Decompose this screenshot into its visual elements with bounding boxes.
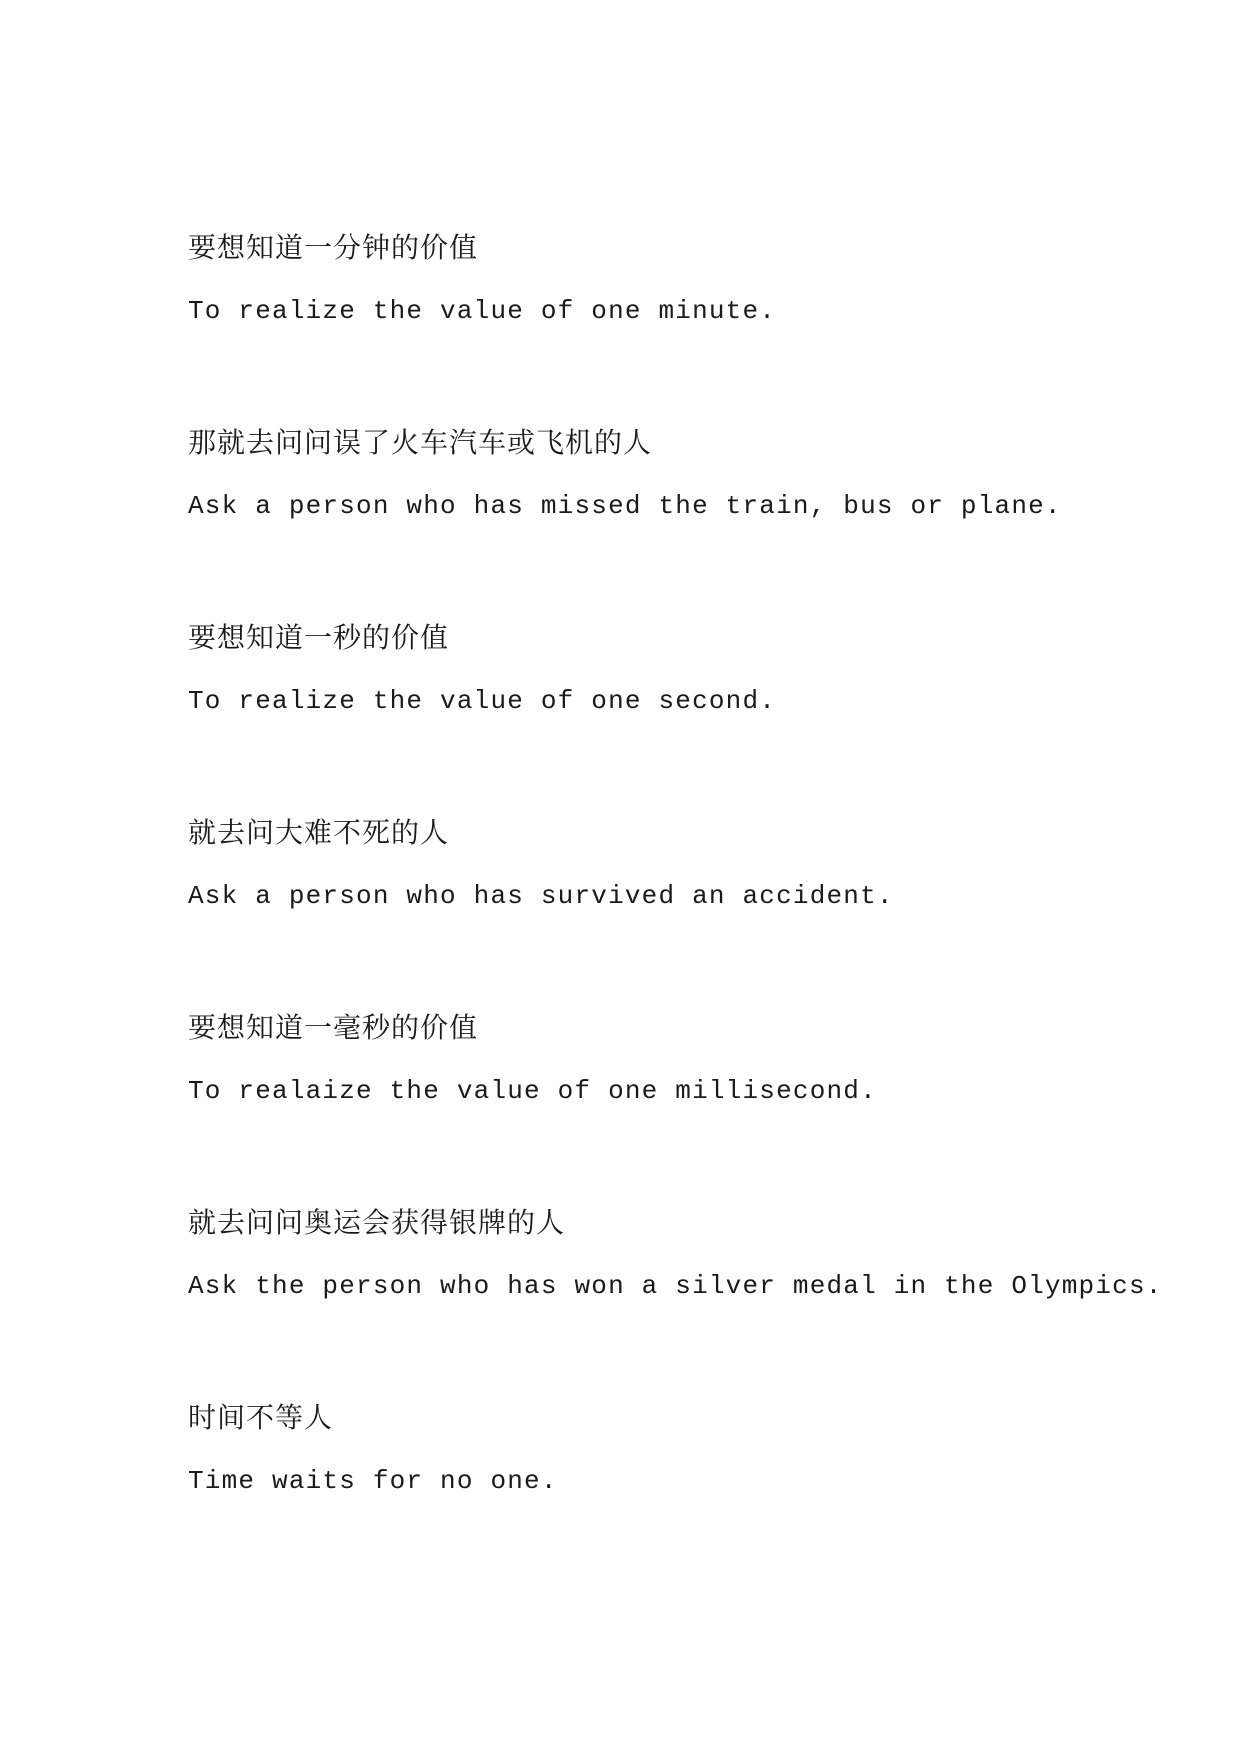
english-line: Time waits for no one. <box>188 1466 558 1496</box>
english-line: Ask a person who has missed the train, bus or plane. <box>188 491 1062 521</box>
chinese-line: 要想知道一毫秒的价值 <box>188 1011 479 1044</box>
english-line: Ask a person who has survived an accident. <box>188 881 894 911</box>
english-line: Ask the person who has won a silver medal in the Olympics. <box>188 1271 1163 1301</box>
verse-pair-accident <box>188 816 1088 912</box>
chinese-line: 要想知道一秒的价值 <box>188 621 450 654</box>
verse-pair-minute <box>188 231 1088 327</box>
chinese-line: 那就去问问误了火车汽车或飞机的人 <box>188 426 653 459</box>
english-line: To realize the value of one minute. <box>188 296 777 326</box>
chinese-line: 时间不等人 <box>188 1401 334 1434</box>
english-line: To realize the value of one second. <box>188 686 777 716</box>
verse-pair-missed-train <box>188 426 1088 522</box>
verse-pair-second <box>188 621 1088 717</box>
chinese-line: 就去问问奥运会获得银牌的人 <box>188 1206 566 1239</box>
english-line: To realaize the value of one millisecond. <box>188 1076 877 1106</box>
verse-pair-millisecond <box>188 1011 1088 1107</box>
verse-pair-time-waits <box>188 1401 1088 1497</box>
chinese-line: 就去问大难不死的人 <box>188 816 450 849</box>
chinese-line: 要想知道一分钟的价值 <box>188 231 479 264</box>
verse-pair-silver-medal <box>188 1206 1163 1302</box>
